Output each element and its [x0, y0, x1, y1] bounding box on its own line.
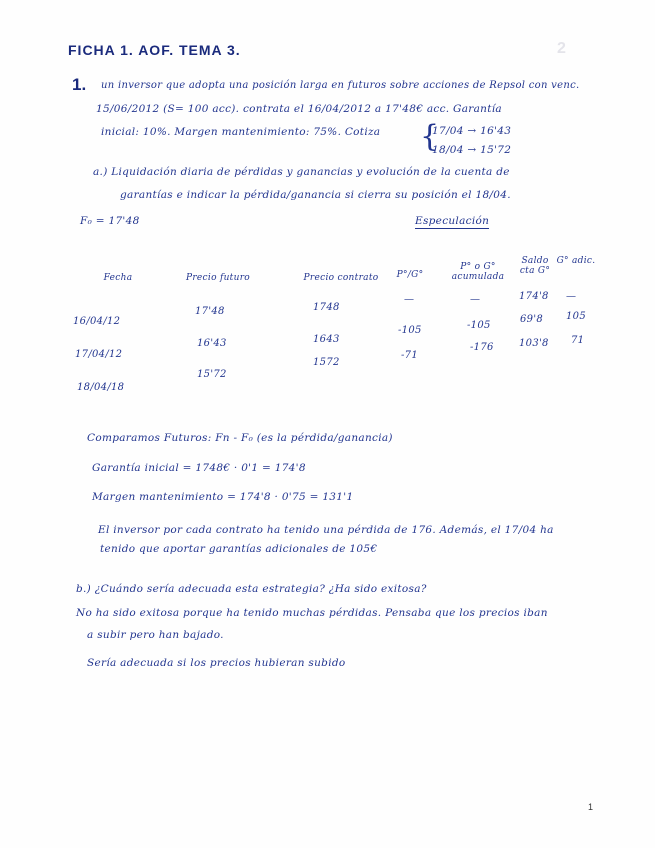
note-initial-guarantee: Garantía inicial = 1748€ · 0'1 = 174'8	[92, 462, 306, 474]
table-pg-acc-row-1: —	[470, 294, 481, 305]
note-comparison: Comparamos Futuros: Fn - F₀ (es la pérdida/ganancia)	[87, 432, 393, 444]
table-pg-row-1: —	[404, 294, 415, 305]
table-pg-acc-row-3: -176	[470, 342, 494, 353]
part-b-question: b.) ¿Cuándo sería adecuada esta estrategia? ¿Ha sido exitosa?	[76, 583, 427, 595]
note-conclusion-2: tenido que aportar garantías adicionales de 105€	[100, 543, 378, 555]
table-saldo-row-3: 103'8	[519, 338, 549, 349]
part-a-line-2: garantías e indicar la pérdida/ganancia si cierra su posición el 18/04.	[120, 189, 511, 201]
table-contract-row-2: 1643	[313, 334, 340, 345]
note-conclusion-1: El inversor por cada contrato ha tenido una pérdida de 176. Además, el 17/04 ha	[98, 524, 554, 536]
quote-18-04: 18/04 → 15'72	[432, 144, 512, 156]
table-adic-row-3: 71	[571, 335, 585, 346]
header-pg: P°/G°	[396, 270, 424, 280]
header-precio-contrato: Precio contrato	[303, 273, 379, 283]
table-pg-row-2: -105	[398, 325, 422, 336]
ghost-page-number: 2	[557, 40, 566, 57]
table-pg-acc-row-2: -105	[467, 320, 491, 331]
document-title: FICHA 1. AOF. TEMA 3.	[68, 42, 241, 58]
part-b-answer-1: No ha sido exitosa porque ha tenido muchas pérdidas. Pensaba que los precios iban	[76, 607, 548, 619]
header-pg-acumulada: P° o G° acumulada	[451, 262, 505, 282]
table-future-row-2: 16'43	[197, 338, 227, 349]
table-adic-row-2: 105	[566, 311, 586, 322]
speculation-label: Especulación	[415, 215, 490, 227]
header-fecha: Fecha	[103, 273, 133, 283]
page-number: 1	[588, 802, 594, 812]
exercise-number: 1.	[72, 75, 87, 94]
note-maintenance-margin: Margen mantenimiento = 174'8 · 0'75 = 131'1	[92, 491, 354, 503]
statement-line-1: un inversor que adopta una posición larga en futuros sobre acciones de Repsol con venc.	[101, 80, 580, 91]
part-b-answer-2: a subir pero han bajado.	[87, 629, 224, 641]
table-contract-row-1: 1748	[313, 302, 340, 313]
table-saldo-row-2: 69'8	[520, 314, 544, 325]
part-a-line-1: a.) Liquidación diaria de pérdidas y ganancias y evolución de la cuenta de	[93, 166, 510, 178]
table-pg-row-3: -71	[401, 350, 419, 361]
table-adic-row-1: —	[566, 291, 577, 302]
header-precio-futuro: Precio futuro	[185, 273, 251, 283]
table-future-row-1: 17'48	[195, 306, 225, 317]
table-date-row-3: 18/04/18	[77, 382, 125, 393]
part-b-answer-3: Sería adecuada si los precios hubieran subido	[87, 657, 346, 669]
f0-value: F₀ = 17'48	[80, 215, 140, 227]
header-g-adic: G° adic.	[556, 256, 596, 266]
brace-icon: {	[420, 119, 440, 154]
table-date-row-2: 17/04/12	[75, 349, 123, 360]
table-saldo-row-1: 174'8	[519, 291, 549, 302]
quote-17-04: 17/04 → 16'43	[432, 125, 512, 137]
statement-line-2: 15/06/2012 (S= 100 acc). contrata el 16/04/2012 a 17'48€ acc. Garantía	[96, 103, 502, 115]
table-future-row-3: 15'72	[197, 369, 227, 380]
statement-line-3: inicial: 10%. Margen mantenimiento: 75%. Cotiza	[101, 126, 381, 138]
table-date-row-1: 16/04/12	[73, 316, 121, 327]
header-saldo: Saldo cta G°	[519, 256, 551, 276]
table-contract-row-3: 1572	[313, 357, 340, 368]
